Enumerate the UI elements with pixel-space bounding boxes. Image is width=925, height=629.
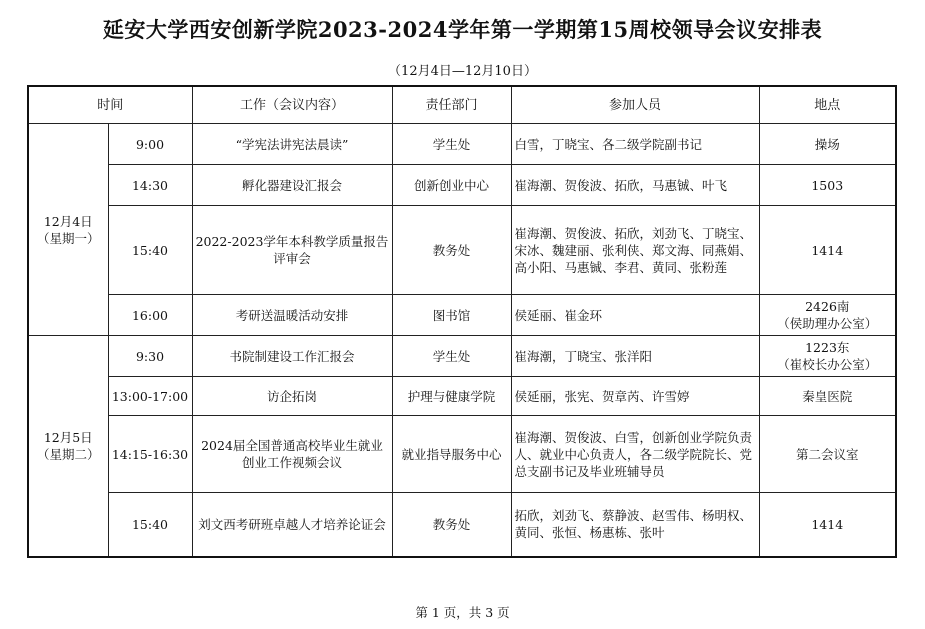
place-main: 1223东 — [805, 340, 850, 355]
header-dept: 责任部门 — [392, 86, 511, 124]
dept-cell: 学生处 — [392, 124, 511, 165]
table-row — [28, 295, 896, 336]
place-cell — [759, 336, 896, 377]
date-range: （12月4日—12月10日） — [388, 64, 537, 79]
place-cell — [759, 416, 896, 493]
people-cell: 拓欣，刘劲飞、蔡静波、赵雪伟、杨明权、黄同、张恒、杨惠栋、张叶 — [511, 493, 759, 557]
place-main: 1414 — [811, 242, 844, 258]
table-row — [28, 165, 896, 206]
place-main: 操场 — [814, 136, 840, 152]
time-cell: 9:00 — [108, 124, 192, 165]
place-cell — [759, 124, 896, 165]
header-place: 地点 — [759, 86, 896, 124]
work-cell: 孵化器建设汇报会 — [192, 165, 392, 206]
dept-cell: 学生处 — [392, 336, 511, 377]
table-row — [28, 493, 896, 557]
dept-cell: 教务处 — [392, 206, 511, 295]
schedule-table — [27, 85, 897, 558]
people-cell: 白雪，丁晓宝、各二级学院副书记 — [511, 124, 759, 165]
people-cell: 崔海潮，丁晓宝、张洋阳 — [511, 336, 759, 377]
time-cell: 15:40 — [108, 493, 192, 557]
day-cell — [28, 124, 108, 336]
table-row — [28, 416, 896, 493]
work-cell: 2022-2023学年本科教学质量报告评审会 — [192, 206, 392, 295]
dept-cell: 教务处 — [392, 493, 511, 557]
people-cell: 侯延丽，张宪、贺章芮、许雪婷 — [511, 377, 759, 416]
dept-cell: 护理与健康学院 — [392, 377, 511, 416]
place-sub: （崔校长办公室） — [777, 357, 878, 372]
work-cell: 考研送温暖活动安排 — [192, 295, 392, 336]
page-title: 延安大学西安创新学院2023-2024学年第一学期第15周校领导会议安排表 — [102, 17, 823, 42]
table-row — [28, 124, 896, 165]
place-cell — [759, 295, 896, 336]
place-main: 秦皇医院 — [802, 388, 853, 404]
dept-cell: 创新创业中心 — [392, 165, 511, 206]
work-cell: 2024届全国普通高校毕业生就业创业工作视频会议 — [192, 416, 392, 493]
place-cell — [759, 377, 896, 416]
place-main: 2426南 — [805, 299, 850, 314]
day-date: 12月5日 — [43, 429, 93, 445]
place-cell — [759, 493, 896, 557]
dept-cell: 就业指导服务中心 — [392, 416, 511, 493]
time-cell: 9:30 — [108, 336, 192, 377]
day-cell — [28, 336, 108, 557]
place-sub: （侯助理办公室） — [777, 316, 878, 331]
work-cell: “学宪法讲宪法晨读” — [192, 124, 392, 165]
time-cell: 13:00-17:00 — [108, 377, 192, 416]
people-cell: 崔海潮、贺俊波、白雪，创新创业学院负责人、就业中心负责人，各二级学院院长、党总支副书记及毕业班辅导员 — [511, 416, 759, 493]
time-cell: 14:30 — [108, 165, 192, 206]
place-cell — [759, 165, 896, 206]
header-time: 时间 — [28, 86, 192, 124]
place-main: 1414 — [811, 516, 844, 532]
place-main: 第二会议室 — [796, 446, 859, 462]
place-cell — [759, 206, 896, 295]
header-work: 工作（会议内容） — [192, 86, 392, 124]
table-row — [28, 206, 896, 295]
header-people: 参加人员 — [511, 86, 759, 124]
day-weekday: （星期二） — [36, 446, 100, 462]
table-header-row — [28, 86, 896, 124]
time-cell: 16:00 — [108, 295, 192, 336]
people-cell: 崔海潮、贺俊波、拓欣，刘劲飞、丁晓宝、宋冰、魏建丽、张利侠、郑文海、同燕娟、高小阳、马惠铖、李君、黄同、张粉莲 — [511, 206, 759, 295]
work-cell: 书院制建设工作汇报会 — [192, 336, 392, 377]
people-cell: 侯延丽、崔金环 — [511, 295, 759, 336]
people-cell: 崔海潮、贺俊波、拓欣，马惠铖、叶飞 — [511, 165, 759, 206]
day-weekday: （星期一） — [36, 230, 100, 246]
time-cell: 14:15-16:30 — [108, 416, 192, 493]
page-footer: 第 1 页，共 3 页 — [415, 605, 510, 620]
day-date: 12月4日 — [43, 213, 93, 229]
work-cell: 刘文西考研班卓越人才培养论证会 — [192, 493, 392, 557]
table-row — [28, 377, 896, 416]
table-row — [28, 336, 896, 377]
place-main: 1503 — [811, 177, 844, 193]
time-cell: 15:40 — [108, 206, 192, 295]
dept-cell: 图书馆 — [392, 295, 511, 336]
work-cell: 访企拓岗 — [192, 377, 392, 416]
